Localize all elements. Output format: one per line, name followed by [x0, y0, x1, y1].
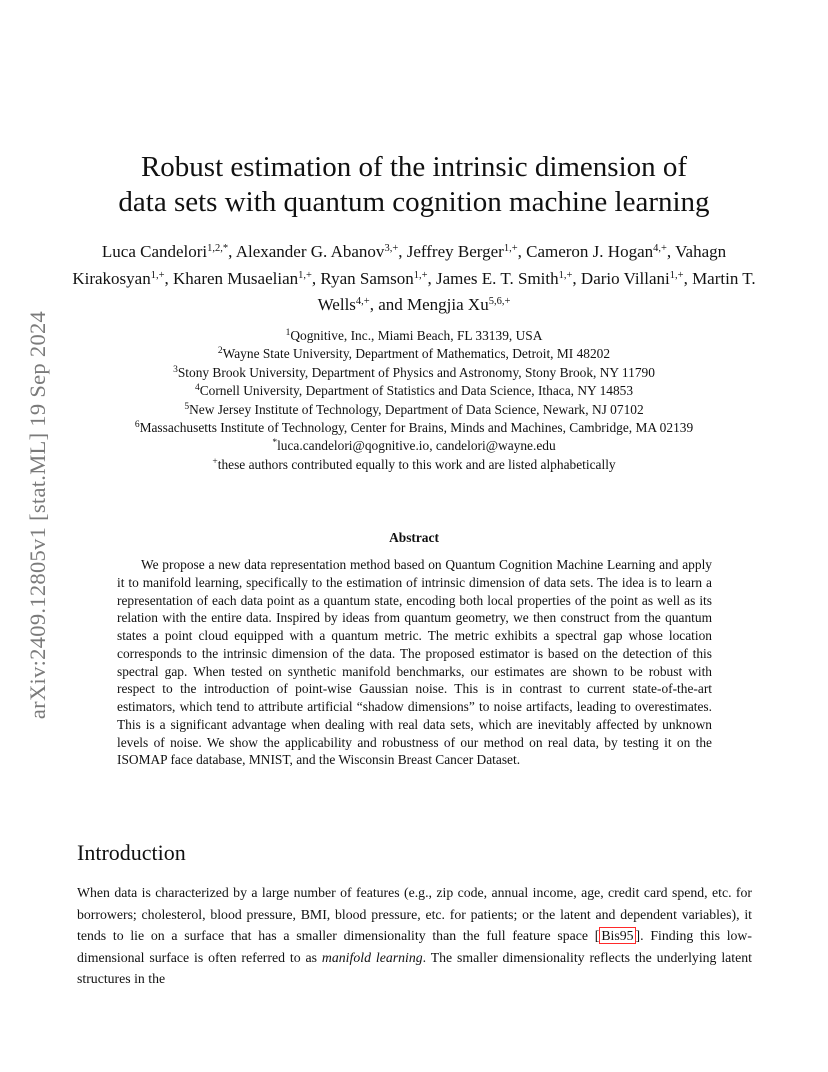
title-line-2: data sets with quantum cognition machine learning — [118, 186, 710, 218]
affiliation-line — [40, 437, 788, 455]
author-name: Cameron J. Hogan — [526, 242, 654, 261]
author-separator: , — [572, 268, 581, 288]
affiliation-marker: * — [272, 438, 278, 449]
intro-text-part-1: When data is characterized by a large number of features (e.g., zip code, annual income, age, credit card spend, etc. for borrowers; cholesterol, blood pressure, BMI, blood pressure, etc. for patients; or the latent and dependent variables), it tends to lie on a surface that has a smaller dimensionality than the full feature space — [77, 885, 752, 944]
author-affiliation-marker: 1,+ — [298, 269, 312, 281]
author — [102, 242, 228, 261]
affiliation-line — [40, 364, 788, 382]
title-line-1: Robust estimation of the intrinsic dimension of — [140, 151, 688, 183]
author-name: Vahagn Kirakosyan — [72, 242, 727, 288]
author-name: James E. T. Smith — [436, 268, 559, 288]
affiliation-marker: 4 — [194, 383, 200, 394]
affiliation-marker: 2 — [217, 346, 223, 357]
intro-text-part-2: . Finding this low-dimensional surface is often referred to as — [77, 928, 752, 965]
intro-text-part-3: . The smaller dimensionality reflects the underlying latent structures in the — [77, 949, 752, 987]
author — [436, 269, 572, 288]
author — [236, 242, 399, 261]
affiliation-marker: + — [212, 456, 218, 467]
affiliation-line — [40, 382, 788, 400]
abstract-heading: Abstract — [389, 530, 439, 545]
author-name: Ryan Samson — [320, 268, 414, 288]
author-separator: , — [666, 242, 676, 261]
author-separator: , — [369, 295, 379, 314]
author-affiliation-marker: 4,+ — [653, 243, 667, 254]
affiliation-text: Cornell University, Department of Statistics and Data Science, Ithaca, NY 14853 — [199, 383, 634, 399]
author-name: Martin T. Wells — [317, 268, 756, 314]
author-name: Kharen Musaelian — [173, 268, 299, 288]
affiliation-text: Stony Brook University, Department of Physics and Astronomy, Stony Brook, NY 11790 — [177, 364, 655, 380]
author-list — [66, 239, 762, 319]
affiliation-line — [40, 327, 788, 345]
author — [581, 269, 684, 288]
author-affiliation-marker: 1,2,* — [207, 243, 229, 254]
author-name: Dario Villani — [580, 268, 670, 288]
affiliation-text: New Jersey Institute of Technology, Department of Data Science, Newark, NJ 07102 — [189, 401, 644, 417]
author-affiliation-marker: 1,+ — [413, 269, 428, 281]
affiliation-marker: 3 — [173, 364, 178, 375]
author-separator: , — [427, 268, 436, 288]
affiliation-list — [40, 327, 788, 474]
affiliation-text: these authors contributed equally to this work and are listed alphabetically — [217, 456, 616, 472]
author-separator: , — [164, 268, 174, 288]
affiliation-line — [40, 419, 788, 437]
author-affiliation-marker: 1,+ — [150, 269, 165, 281]
author-separator: , — [683, 268, 693, 288]
affiliation-line — [40, 401, 788, 419]
affiliation-marker: 6 — [134, 420, 140, 431]
section-heading-introduction: Introduction — [77, 840, 186, 865]
author-affiliation-marker: 3,+ — [384, 243, 399, 254]
introduction-paragraph: When data is characterized by a large number of features (e.g., zip code, annual income, age, credit card spend, etc. for borrowers; cholesterol, blood pressure, BMI, blood pressure, etc. for patients; or the latent and dependent variables), it tends to lie on a surface that has a smaller dimensionality than the full feature space [ Bis95 ]. Finding this low-dimensional surface is often referred to as manifold learning. The smaller dimensionality reflects the underlying latent structures in the — [77, 885, 752, 987]
author-name: Jeffrey Berger — [406, 242, 504, 261]
author-affiliation-marker: 5,6,+ — [488, 296, 511, 307]
author-affiliation-marker: 4,+ — [355, 296, 370, 307]
author-name: Mengjia Xu — [407, 295, 489, 314]
abstract-text: We propose a new data representation method based on Quantum Cognition Machine Learning and apply it to manifold learning, specifically to the estimation of intrinsic dimension of data sets. The idea is to learn a representation of each data point as a quantum state, encoding both local properties of the point as well as its relation with the entire data. Inspired by ideas from quantum geometry, we then construct from the quantum states a point cloud equipped with a quantum metric. The metric exhibits a spectral gap whose location corresponds to the intrinsic dimension of the data. The proposed estimator is based on the detection of this spectral gap. When tested on synthetic manifold benchmarks, our estimates are shown to be robust with respect to the introduction of point-wise Gaussian noise. This is in contrast to current state-of-the-art estimators, which tend to attribute artificial “shadow dimensions” to noise artifacts, leading to overestimates. This is a significant advantage when dealing with real data sets, which are inevitably affected by unknown levels of noise. We show the applicability and robustness of our method on real data, by testing it on the ISOMAP face database, MNIST, and the Wisconsin Breast Cancer Dataset. — [117, 557, 712, 768]
author — [407, 295, 510, 314]
author-conjunction: and — [378, 295, 403, 314]
author — [173, 269, 312, 288]
author-separator: , — [228, 242, 236, 261]
arxiv-identifier-stamp: arXiv:2409.12805v1 [stat.ML] 19 Sep 2024 — [25, 310, 50, 720]
affiliation-text: Massachusetts Institute of Technology, Center for Brains, Minds and Machines, Cambridge, MA 02139 — [139, 420, 694, 436]
author-affiliation-marker: 1,+ — [558, 269, 573, 281]
affiliation-text: luca.candelori@qognitive.io, candelori@wayne.edu — [277, 438, 556, 454]
author-affiliation-marker: 1,+ — [669, 269, 684, 281]
author — [526, 242, 667, 261]
author-affiliation-marker: 1,+ — [503, 243, 518, 254]
author-separator: , — [517, 242, 527, 261]
affiliation-text: Qognitive, Inc., Miami Beach, FL 33139, USA — [290, 328, 543, 343]
author-separator: , — [398, 242, 407, 261]
affiliation-text: Wayne State University, Department of Mathematics, Detroit, MI 48202 — [222, 346, 611, 362]
affiliation-line — [40, 456, 788, 474]
citation-link[interactable]: Bis95 — [601, 928, 634, 944]
intro-emphasis: manifold learning — [321, 949, 423, 965]
author-separator: , — [311, 268, 321, 288]
paper-title — [60, 150, 768, 220]
affiliation-line — [40, 345, 788, 363]
author — [320, 269, 427, 288]
author-name: Luca Candelori — [101, 242, 208, 261]
author-name: Alexander G. Abanov — [235, 242, 385, 261]
author — [407, 242, 518, 261]
affiliation-marker: 5 — [184, 401, 190, 412]
affiliation-marker: 1 — [285, 328, 291, 338]
